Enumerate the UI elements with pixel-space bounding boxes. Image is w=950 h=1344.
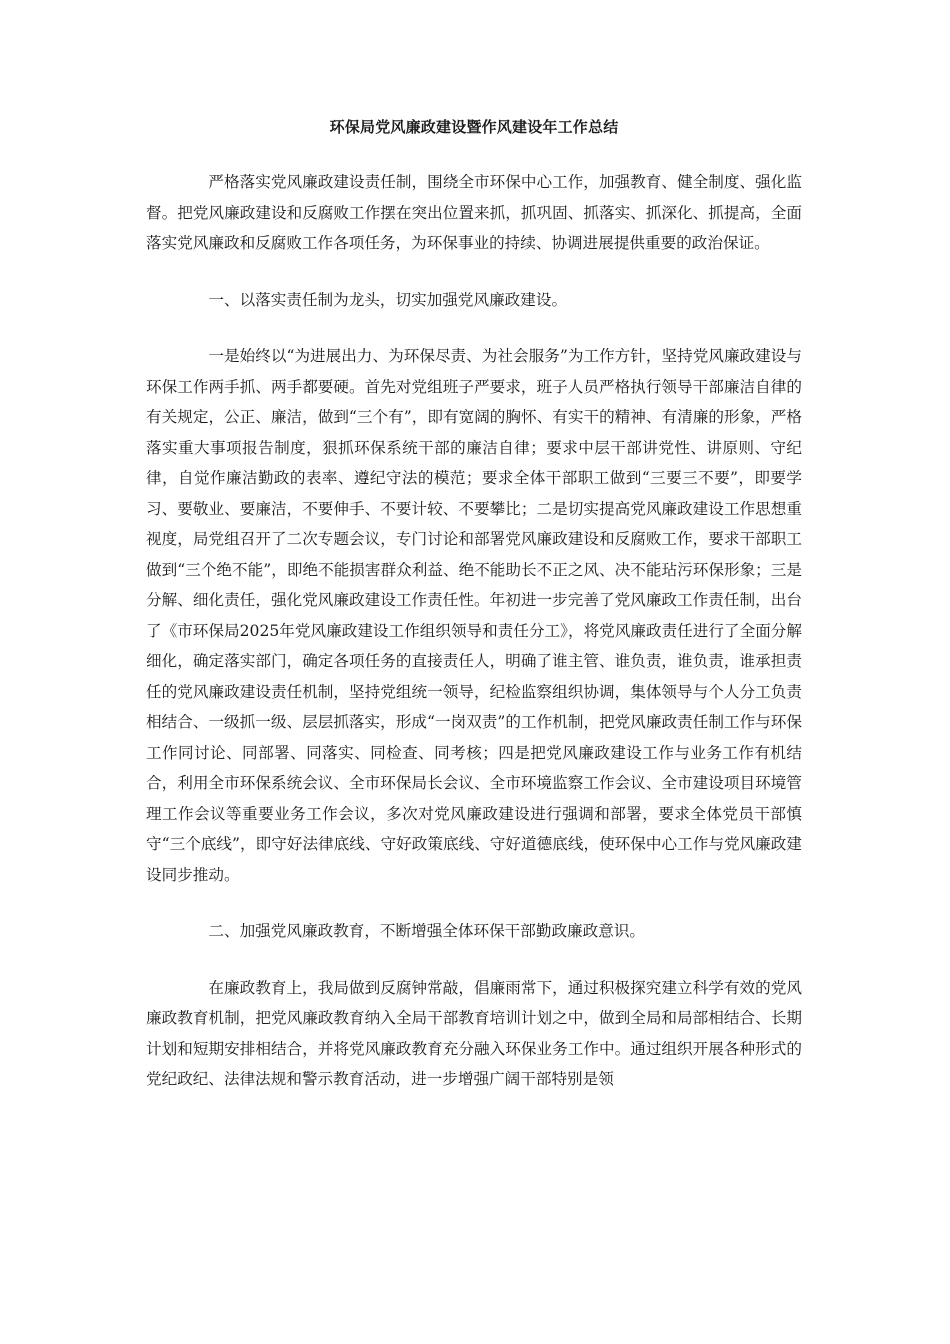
section-1-body: 一是始终以“为进展出力、为环保尽责、为社会服务”为工作方针，坚持党风廉政建设与环保工作两手抓、两手都要硬。首先对党组班子严要求，班子人员严格执行领导干部廉洁自律的有关规定，公正、廉洁，做到“三个有”，即有宽阔的胸怀、有实干的精神、有清廉的形象，严格落实重大事项报告制度，狠抓环保系统干部的廉洁自律；要求中层干部讲党性、讲原则、守纪律，自觉作廉洁勤政的表率、遵纪守法的模范；要求全体干部职工做到“三要三不要”，即要学习、要敬业、要廉洁，不要伸手、不要计较、不要攀比；二是切实提高党风廉政建设工作思想重视度，局党组召开了二次专题会议，专门讨论和部署党风廉政建设和反腐败工作，要求干部职工做到“三个绝不能”，即绝不能损害群众利益、绝不能助长不正之风、决不能玷污环保形象；三是分解、细化责任，强化党风廉政建设工作责任性。年初进一步完善了党风廉政工作责任制，出台了《市环保局2025年党风廉政建设工作组织领导和责任分工》，将党风廉政责任进行了全面分解细化，确定落实部门，确定各项任务的直接责任人，明确了谁主管、谁负责，谁负责，谁承担责任的党风廉政建设责任机制，坚持党组统一领导，纪检监察组织协调，集体领导与个人分工负责相结合、一级抓一级、层层抓落实，形成“一岗双责”的工作机制，把党风廉政责任制工作与环保工作同讨论、同部署、同落实、同检查、同考核；四是把党风廉政建设工作与业务工作有机结合，利用全市环保系统会议、全市环保局长会议、全市环境监察工作会议、全市建设项目环境管理工作会议等重要业务工作会议，多次对党风廉政建设进行强调和部署，要求全体党员干部慎守“三个底线”，即守好法律底线、守好政策底线、守好道德底线，使环保中心工作与党风廉政建设同步推动。 [146,347,802,884]
document-title: 环保局党风廉政建设暨作风建设年工作总结 [329,118,619,136]
section-heading-2: 二、加强党风廉政教育，不断增强全体环保干部勤政廉政意识。 [208,922,646,940]
section-heading-1: 一、以落实责任制为龙头，切实加强党风廉政建设。 [208,290,568,309]
intro-paragraph: 严格落实党风廉政建设责任制，围绕全市环保中心工作，加强教育、健全制度、强化监督。把党风廉政建设和反腐败工作摆在突出位置来抓，抓巩固、抓落实、抓深化、抓提高，全面落实党风廉政和反腐败工作各项任务，为环保事业的持续、协调进展提供重要的政治保证。 [146,173,802,252]
document-page [146,116,802,1095]
section-2-body: 在廉政教育上，我局做到反腐钟常敲，倡廉雨常下，通过积极探究建立科学有效的党风廉政教育机制，把党风廉政教育纳入全局干部教育培训计划之中，做到全局和局部相结合、长期计划和短期安排相结合，并将党风廉政教育充分融入环保业务工作中。通过组织开展各种形式的党纪政纪、法律法规和警示教育活动，进一步增强广阔干部特别是领 [146,978,802,1088]
